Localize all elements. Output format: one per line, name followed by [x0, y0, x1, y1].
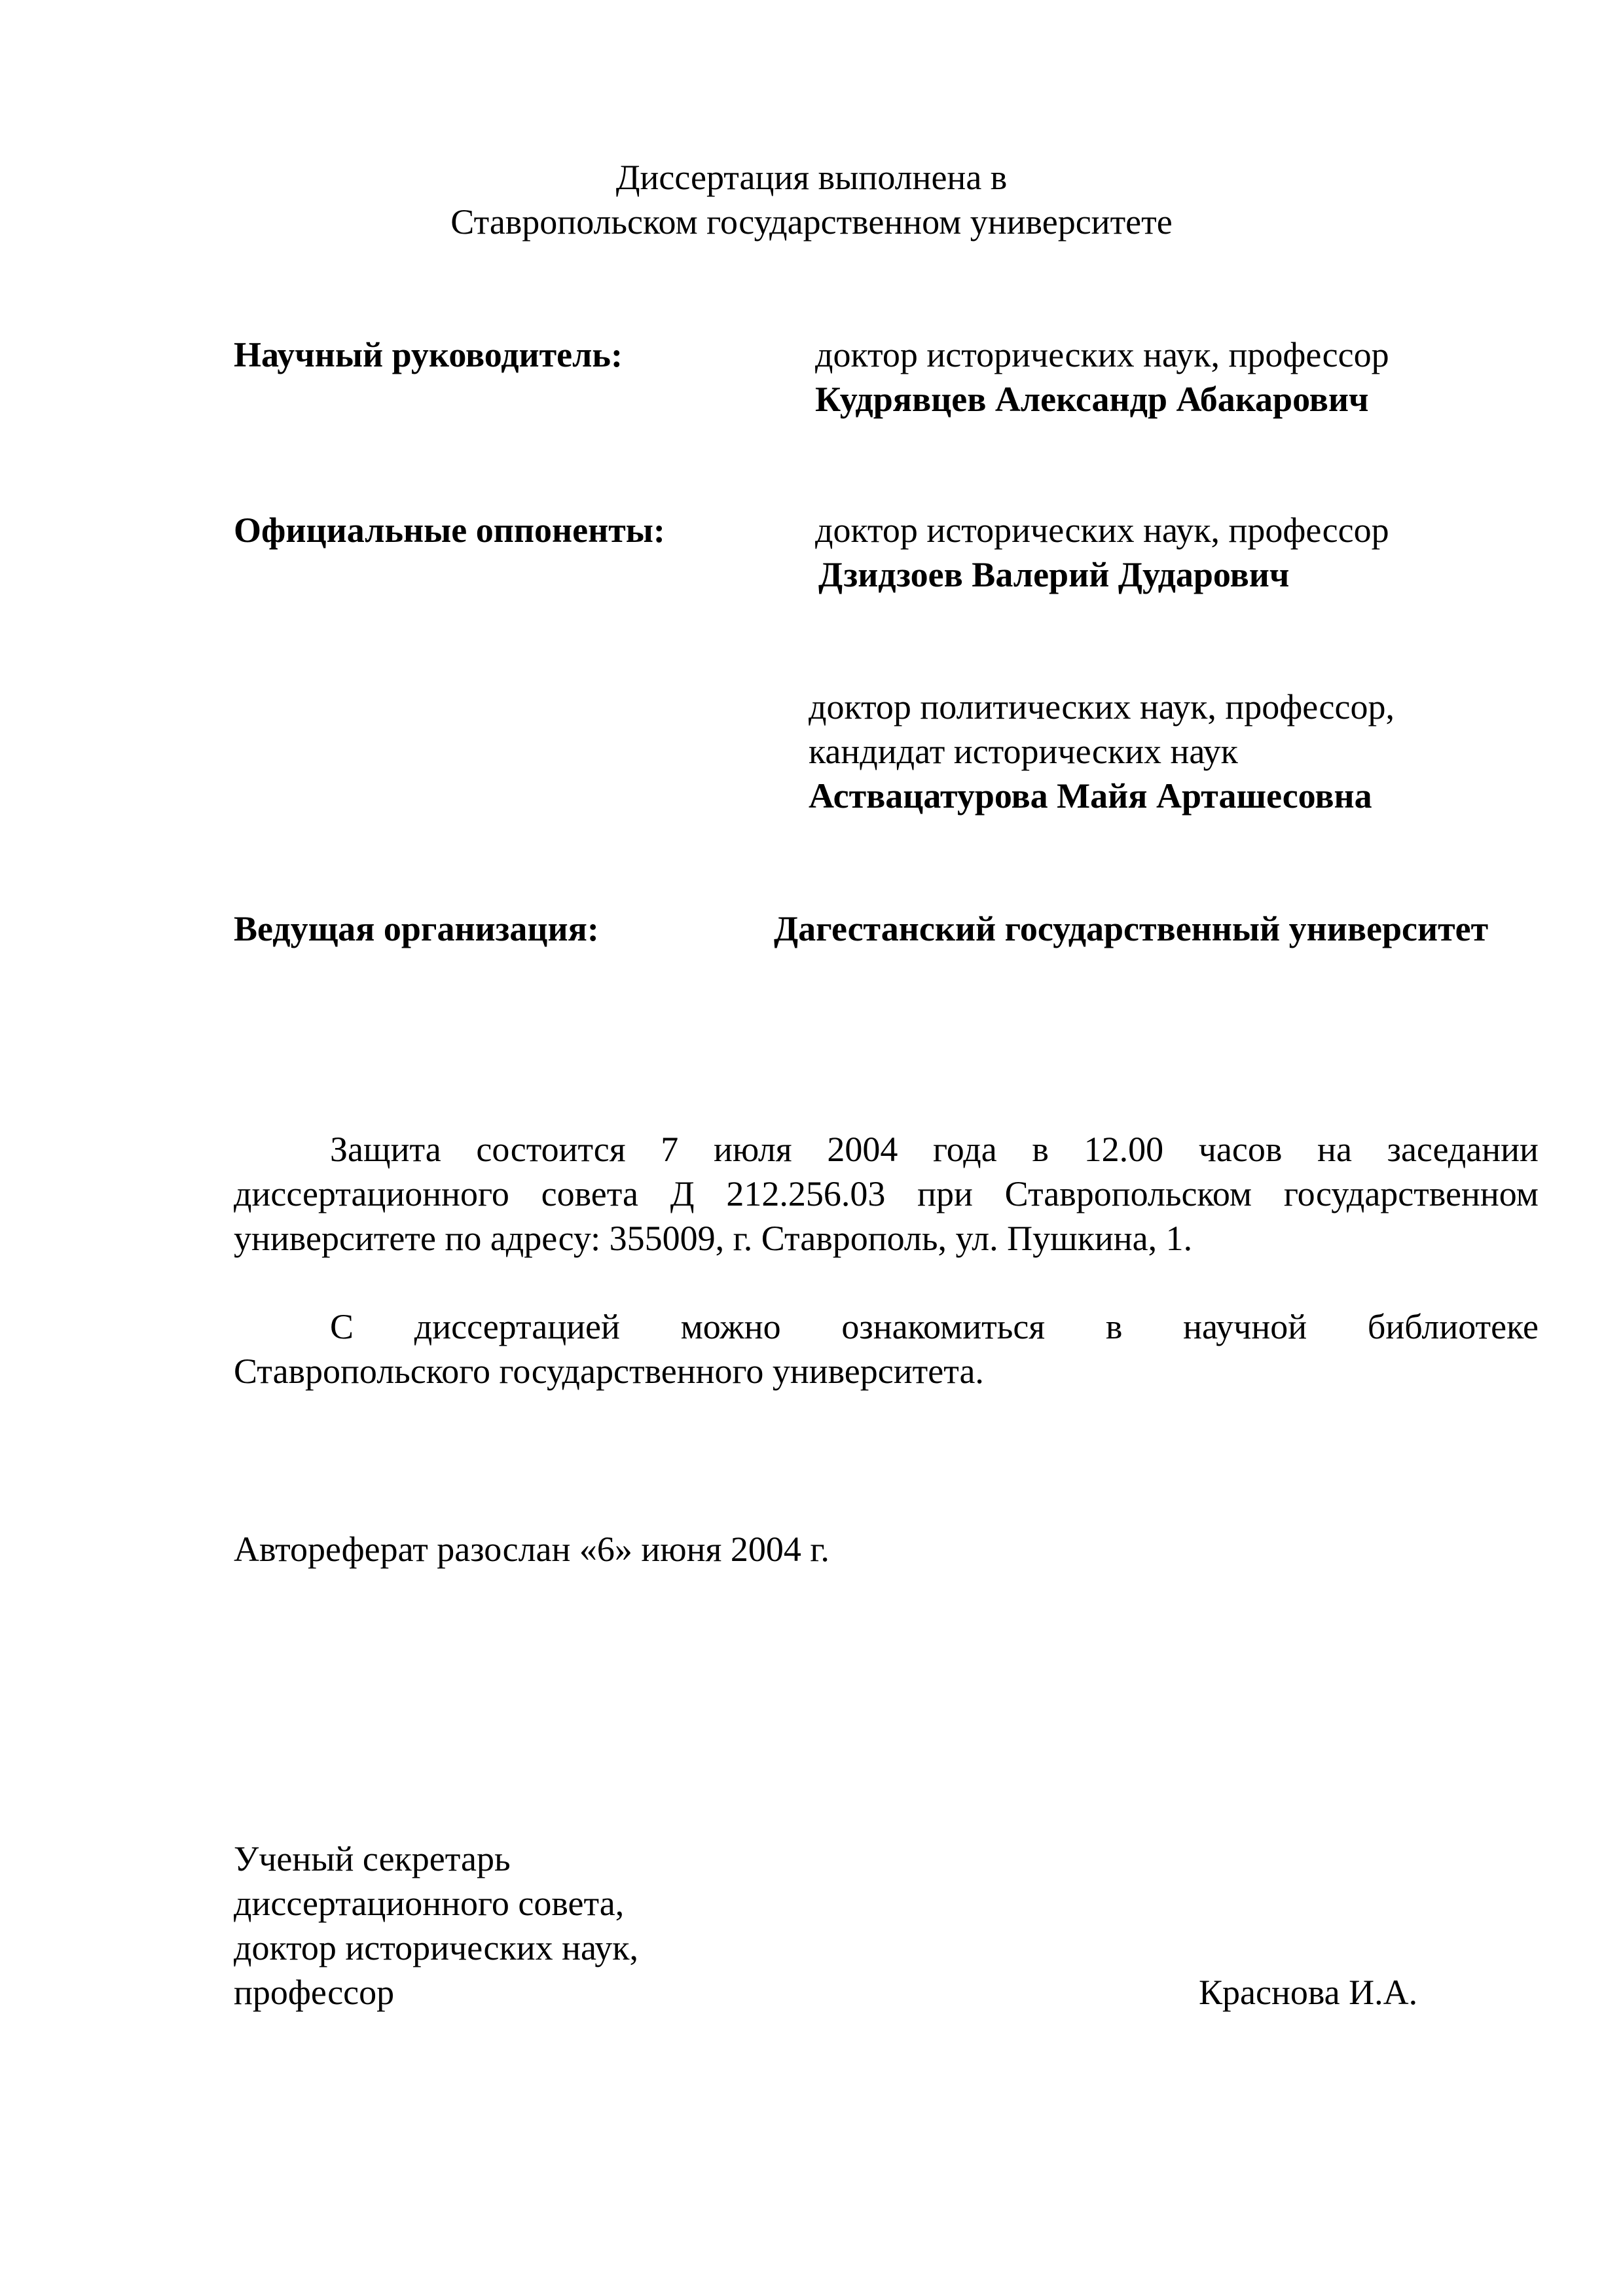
- defense-word: совета: [541, 1174, 638, 1213]
- secretary-name: Краснова И.А.: [1199, 1973, 1418, 2012]
- defense-word: Д: [670, 1174, 695, 1213]
- defense-word: заседании: [1387, 1130, 1539, 1169]
- opponent-2-degree-line-2: кандидат исторических наук: [809, 732, 1238, 771]
- defense-word: года: [933, 1130, 997, 1169]
- library-line-2: Ставропольского государственного университета.: [234, 1352, 984, 1391]
- defense-word: Защита: [330, 1130, 441, 1169]
- library-word: библиотеке: [1367, 1307, 1539, 1346]
- defense-word: 212.256.03: [726, 1174, 886, 1213]
- opponent-1-degree: доктор исторических наук, профессор: [815, 511, 1389, 550]
- defense-word: июля: [713, 1130, 792, 1169]
- defense-paragraph: [234, 1127, 1539, 1261]
- defense-word: Ставропольском: [1004, 1174, 1252, 1213]
- abstract-sent-date: Автореферат разослан «6» июня 2004 г.: [234, 1530, 830, 1569]
- defense-word: часов: [1198, 1130, 1283, 1169]
- secretary-line-2: диссертационного совета,: [234, 1884, 625, 1923]
- defense-word: в: [1032, 1130, 1049, 1169]
- supervisor-label: Научный руководитель:: [234, 335, 623, 374]
- secretary-line-1: Ученый секретарь: [234, 1839, 511, 1878]
- leading-org-label: Ведущая организация:: [234, 909, 599, 948]
- library-word: в: [1105, 1307, 1123, 1346]
- library-paragraph: [234, 1304, 1539, 1393]
- opponent-1-name: Дзидзоев Валерий Дударович: [818, 555, 1290, 594]
- defense-word: при: [917, 1174, 973, 1213]
- library-word: можно: [680, 1307, 781, 1346]
- opponent-2-name: Аствацатурова Майя Арташесовна: [809, 776, 1372, 816]
- header-line-2: Ставропольском государственном университете: [450, 202, 1173, 242]
- supervisor-degree: доктор исторических наук, профессор: [815, 335, 1389, 374]
- defense-word: 7: [661, 1130, 679, 1169]
- defense-word: 2004: [827, 1130, 898, 1169]
- leading-org-name: Дагестанский государственный университет: [774, 909, 1489, 948]
- defense-word: состоится: [476, 1130, 626, 1169]
- defense-word: 12.00: [1084, 1130, 1164, 1169]
- defense-word: государственном: [1283, 1174, 1539, 1213]
- supervisor-name: Кудрявцев Александр Абакарович: [815, 380, 1369, 419]
- library-word: научной: [1183, 1307, 1307, 1346]
- library-word: диссертацией: [414, 1307, 620, 1346]
- defense-line-2: [234, 1172, 1539, 1216]
- defense-line-3: университете по адресу: 355009, г. Ставрополь, ул. Пушкина, 1.: [234, 1219, 1193, 1258]
- library-line-1: [234, 1304, 1539, 1349]
- library-word: ознакомиться: [841, 1307, 1046, 1346]
- defense-word: на: [1317, 1130, 1352, 1169]
- opponent-2-degree-line-1: доктор политических наук, профессор,: [809, 687, 1395, 726]
- library-word: С: [330, 1307, 354, 1346]
- header-line-1: Диссертация выполнена в: [615, 158, 1008, 197]
- secretary-line-3: доктор исторических наук,: [234, 1928, 638, 1967]
- secretary-line-4: профессор: [234, 1973, 395, 2012]
- opponents-label: Официальные оппоненты:: [234, 511, 665, 550]
- defense-word: диссертационного: [234, 1174, 509, 1213]
- defense-line-1: [234, 1127, 1539, 1172]
